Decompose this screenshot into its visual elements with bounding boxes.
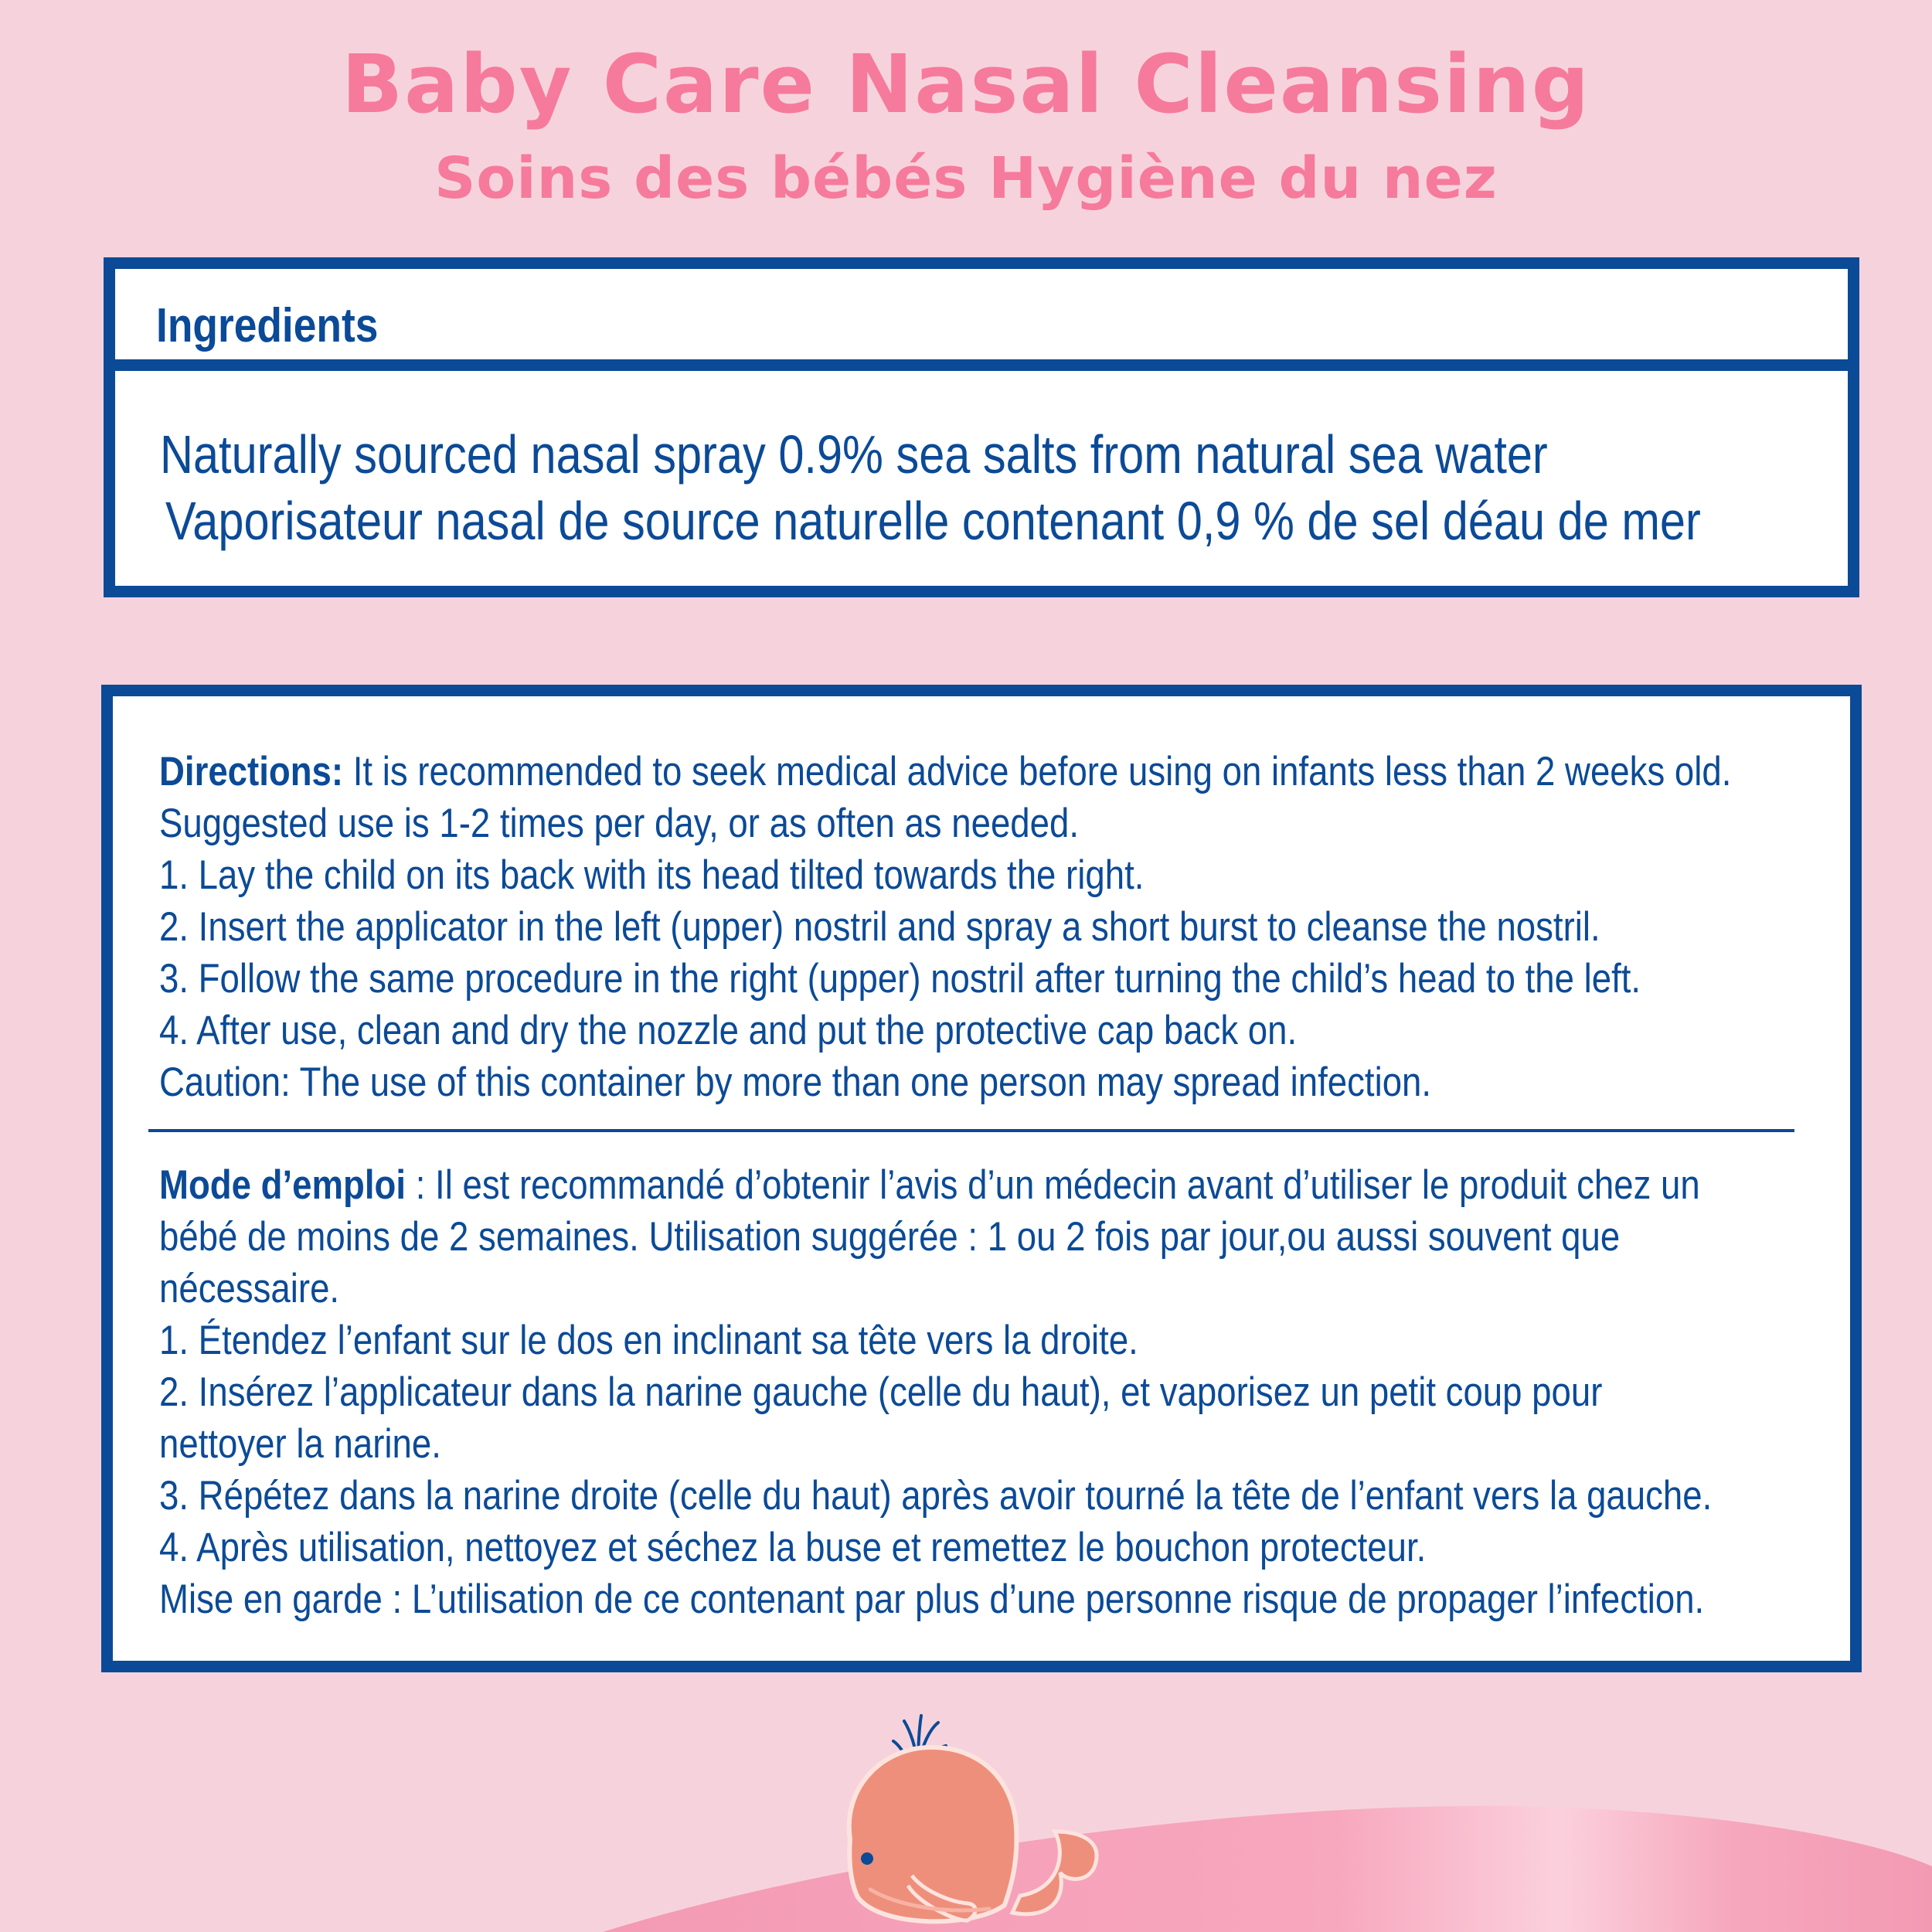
directions-label: Directions: bbox=[159, 749, 344, 794]
mode-emploi-label: Mode d’emploi bbox=[159, 1162, 406, 1208]
directions-intro-line bbox=[159, 746, 1761, 798]
ingredients-english: Naturally sourced nasal spray 0.9% sea salts from natural sea water bbox=[160, 424, 1548, 485]
mode-emploi-intro: : Il est recommandé d’obtenir l’avis d’un médecin avant d’utiliser le produit chez un bbox=[406, 1162, 1700, 1208]
directions-step-1: 1. Lay the child on its back with its head tilted towards the right. bbox=[159, 852, 1145, 898]
mode-emploi-line: nécessaire. bbox=[159, 1266, 340, 1311]
mode-emploi-step-3: 3. Répétez dans la narine droite (celle du haut) après avoir tourné la tête de l’enfant vers la gauche. bbox=[159, 1473, 1713, 1519]
mode-emploi-step-2: 2. Insérez l’applicateur dans la narine gauche (celle du haut), et vaporisez un petit coup pour bbox=[159, 1369, 1603, 1415]
directions-intro: It is recommended to seek medical advice before using on infants less than 2 weeks old. bbox=[343, 749, 1732, 794]
page-title: Baby Care Nasal Cleansing bbox=[341, 37, 1591, 131]
directions-line: Suggested use is 1-2 times per day, or as often as needed. bbox=[159, 801, 1080, 846]
whale-icon bbox=[835, 1673, 1113, 1932]
directions-panel bbox=[101, 685, 1862, 1672]
mode-emploi-step-4: 4. Après utilisation, nettoyez et séchez la buse et remettez le bouchon protecteur. bbox=[159, 1525, 1427, 1570]
directions-step-3: 3. Follow the same procedure in the right (upper) nostril after turning the child’s head to the left. bbox=[159, 956, 1641, 1002]
directions-english bbox=[159, 746, 1761, 1108]
directions-caution: Caution: The use of this container by more than one person may spread infection. bbox=[159, 1060, 1432, 1105]
ingredients-panel bbox=[104, 257, 1859, 597]
page-subtitle-french: Soins des bébés Hygiène du nez bbox=[434, 145, 1498, 212]
directions-step-2: 2. Insert the applicator in the left (upper) nostril and spray a short burst to cleanse the nostril. bbox=[159, 904, 1600, 950]
directions-french bbox=[159, 1159, 1761, 1625]
mode-emploi-line: bébé de moins de 2 semaines. Utilisation suggérée : 1 ou 2 fois par jour,ou aussi souvent que bbox=[159, 1214, 1621, 1260]
mode-emploi-line: nettoyer la narine. bbox=[159, 1421, 441, 1467]
mode-emploi-intro-line bbox=[159, 1159, 1761, 1211]
directions-step-4: 4. After use, clean and dry the nozzle and put the protective cap back on. bbox=[159, 1008, 1298, 1053]
mode-emploi-caution: Mise en garde : L’utilisation de ce contenant par plus d’une personne risque de propager l’infection. bbox=[159, 1577, 1705, 1622]
ingredients-french: Vaporisateur nasal de source naturelle contenant 0,9 % de sel déau de mer bbox=[165, 491, 1701, 551]
ingredients-heading: Ingredients bbox=[156, 299, 379, 352]
ingredients-header bbox=[115, 269, 1848, 371]
mode-emploi-step-1: 1. Étendez l’enfant sur le dos en inclinant sa tête vers la droite. bbox=[159, 1318, 1138, 1363]
language-divider bbox=[148, 1129, 1794, 1132]
